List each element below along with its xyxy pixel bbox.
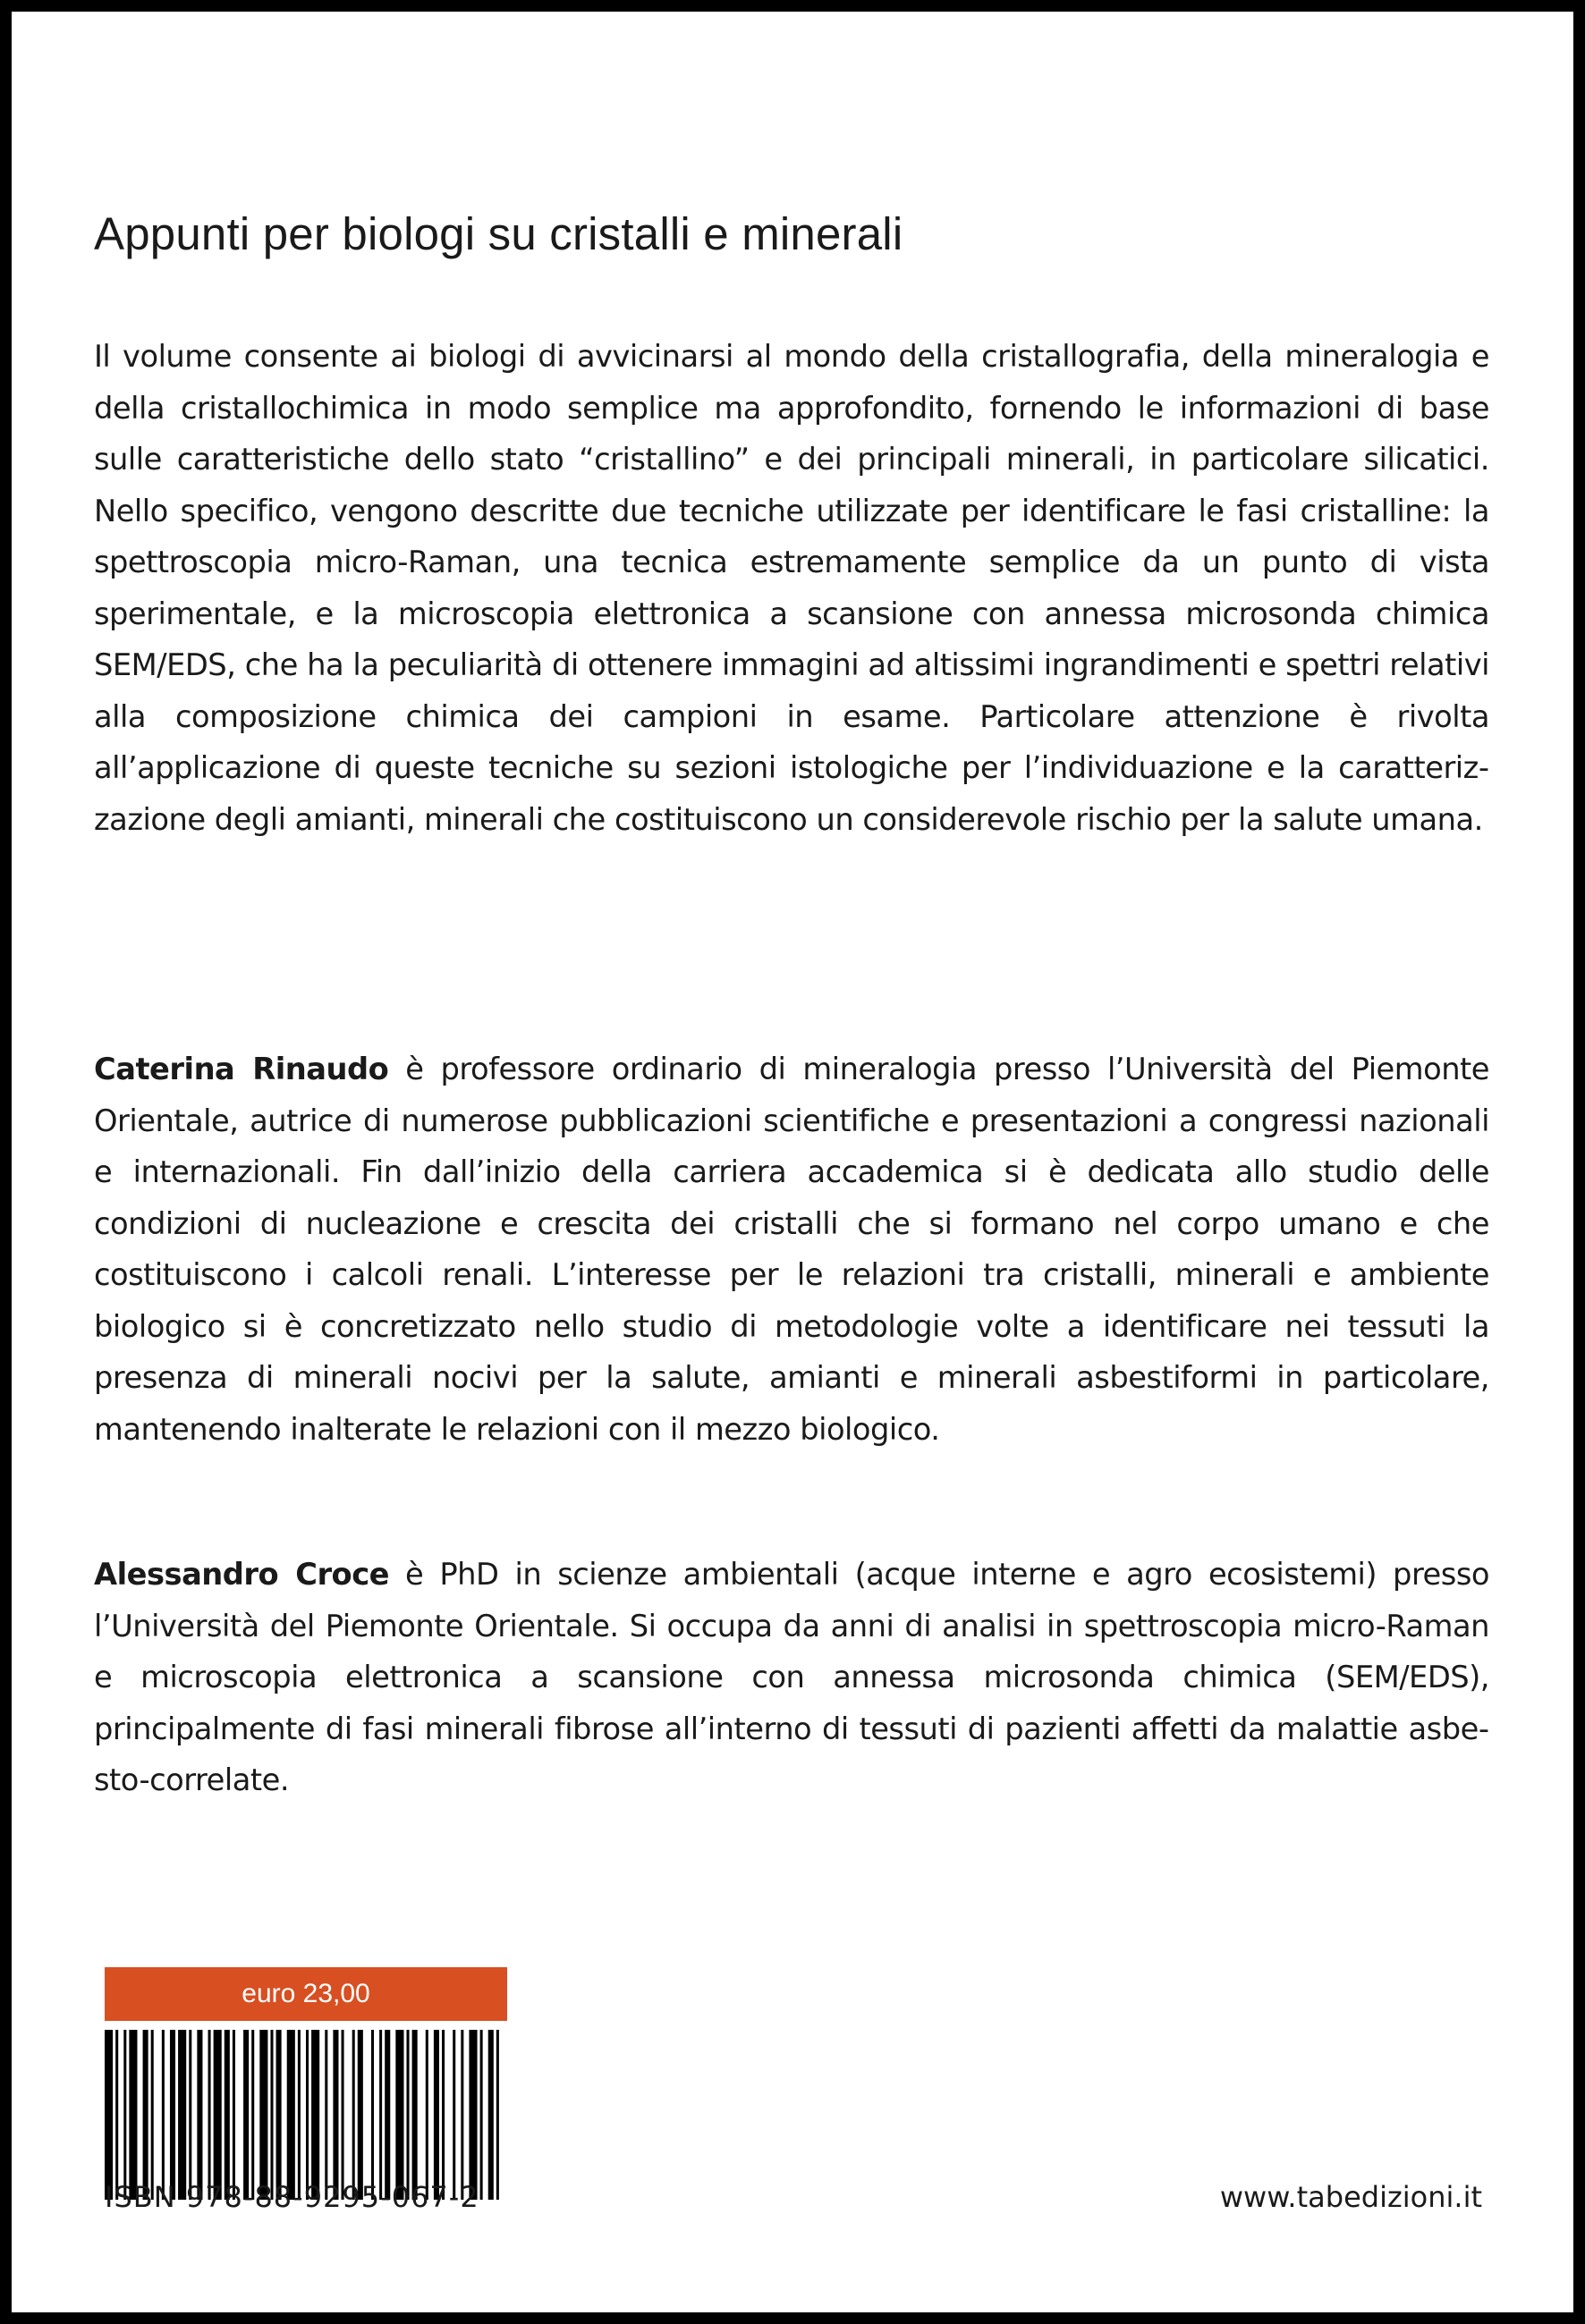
barcode-bar (270, 2030, 273, 2200)
barcode-bar (333, 2030, 338, 2200)
barcode-bar (442, 2030, 445, 2200)
barcode-bar (298, 2030, 301, 2200)
barcode-bar (407, 2030, 410, 2200)
barcode-bar (453, 2030, 455, 2200)
barcode-bar (352, 2030, 355, 2200)
barcode-bar (115, 2030, 118, 2200)
author-bio-text: è professore ordinario di mineralogia presso l’Università del Piemonte Orientale, autrice di numerose pubblicazioni scientifiche e presentazioni a congressi nazionali e internazionali. Fin dall’inizio della carriera accademica si è dedicata allo studio delle condizioni di nucleazione e crescita dei cristalli che si formano nel corpo umano e che costituiscono i calcoli renali. L’interesse per le relazioni tra cristalli, minerali e ambiente biologico si è concretizzato nello studio di metodologie volte a identificare nei tessuti la presenza di minerali nocivi per la salute, amianti e minerali asbestiformi in particolare, mantenendo inalterate le relazioni con il mezzo biologico. (94, 1052, 1489, 1447)
book-description: Il volume consente ai biologi di avvicinarsi al mondo della cristallografia, della mineralogia e della cristallochimica in modo semplice ma approfondito, fornendo le informazioni di base sulle caratteristiche dello stato “cristallino” e dei principali minerali, in particolare silicatici. Nello specifico, vengono descritte due tecniche utilizzate per identificare le fasi cristalline: la spettroscopia micro-Raman, una tecnica estremamente semplice da un punto di vista sperimentale, e la microscopia elettronica a scansione con annessa microsonda chimica SEM/EDS, che ha la peculiarità di ottenere immagini ad altissimi ingrandimenti e spettri relativi alla composizione chimica dei campioni in esame. Particolare attenzione è rivolta all’applicazione di queste tecniche su sezioni istologiche per l’individuazione e la caratterizzazione degli amianti, minerali che costituiscono un considerevole rischio per la salute umana. (94, 339, 1489, 837)
barcode-bar (208, 2030, 211, 2200)
barcode-bar (214, 2030, 222, 2200)
barcode-bar (170, 2030, 175, 2200)
barcode-bar (225, 2030, 230, 2200)
price-label: euro 23,00 (105, 1967, 507, 2021)
barcode-bar (178, 2030, 186, 2200)
barcode-bar (325, 2030, 327, 2200)
barcode-bar (243, 2030, 249, 2200)
barcode-bar (105, 2030, 113, 2200)
barcode-bar (143, 2030, 148, 2200)
barcode-bar (151, 2030, 154, 2200)
author-bio-croce (94, 1549, 1489, 1806)
barcode-bar (129, 2030, 137, 2200)
barcode-bar (434, 2030, 439, 2200)
barcode-bar (469, 2030, 477, 2200)
isbn-number: ISBN 978-88-9295-067-2 (105, 2180, 479, 2214)
barcode-bar (233, 2030, 235, 2200)
barcode-bar (480, 2030, 483, 2200)
barcode-bar (189, 2030, 191, 2200)
author-bio-rinaudo (94, 1044, 1489, 1455)
barcode (105, 2021, 507, 2200)
author-name: Alessandro Croce (94, 1557, 390, 1592)
publisher-website: www.tabedizioni.it (1219, 2180, 1482, 2214)
barcode-bar (197, 2030, 202, 2200)
barcode-bar (461, 2030, 463, 2200)
barcode-bar (379, 2030, 382, 2200)
author-name: Caterina Rinaudo (94, 1052, 389, 1086)
barcode-bar (395, 2030, 403, 2200)
barcode-bar (162, 2030, 165, 2200)
back-cover-content (94, 207, 1489, 1797)
author-bio-text: è PhD in scienze ambientali (acque interne e agro ecosistemi) presso l’Università del Piemonte Orientale. Si occupa da anni di analisi in spettroscopia micro-Raman e microscopia elettronica a scansione con annessa microsonda chimica (SEM/EDS), principalmente di fasi minerali fibrose all’interno di tessuti di pazienti affetti da malattie asbesto-correlate. (94, 1557, 1489, 1797)
barcode-bar (371, 2030, 374, 2200)
barcode-bar (123, 2030, 126, 2200)
barcode-bar (251, 2030, 254, 2200)
barcode-bar (342, 2030, 344, 2200)
barcode-bar (276, 2030, 282, 2200)
barcode-bar (488, 2030, 494, 2200)
price-barcode-block (105, 1967, 507, 2200)
book-title: Appunti per biologi su cristalli e minerali (94, 208, 903, 259)
barcode-bar (306, 2030, 309, 2200)
barcode-bar (412, 2030, 418, 2200)
barcode-bar (259, 2030, 267, 2200)
barcode-bar (426, 2030, 428, 2200)
barcode-bar (311, 2030, 319, 2200)
barcode-bar (385, 2030, 390, 2200)
barcode-bar (496, 2030, 499, 2200)
barcode-bar (358, 2030, 363, 2200)
barcode-bar (287, 2030, 295, 2200)
